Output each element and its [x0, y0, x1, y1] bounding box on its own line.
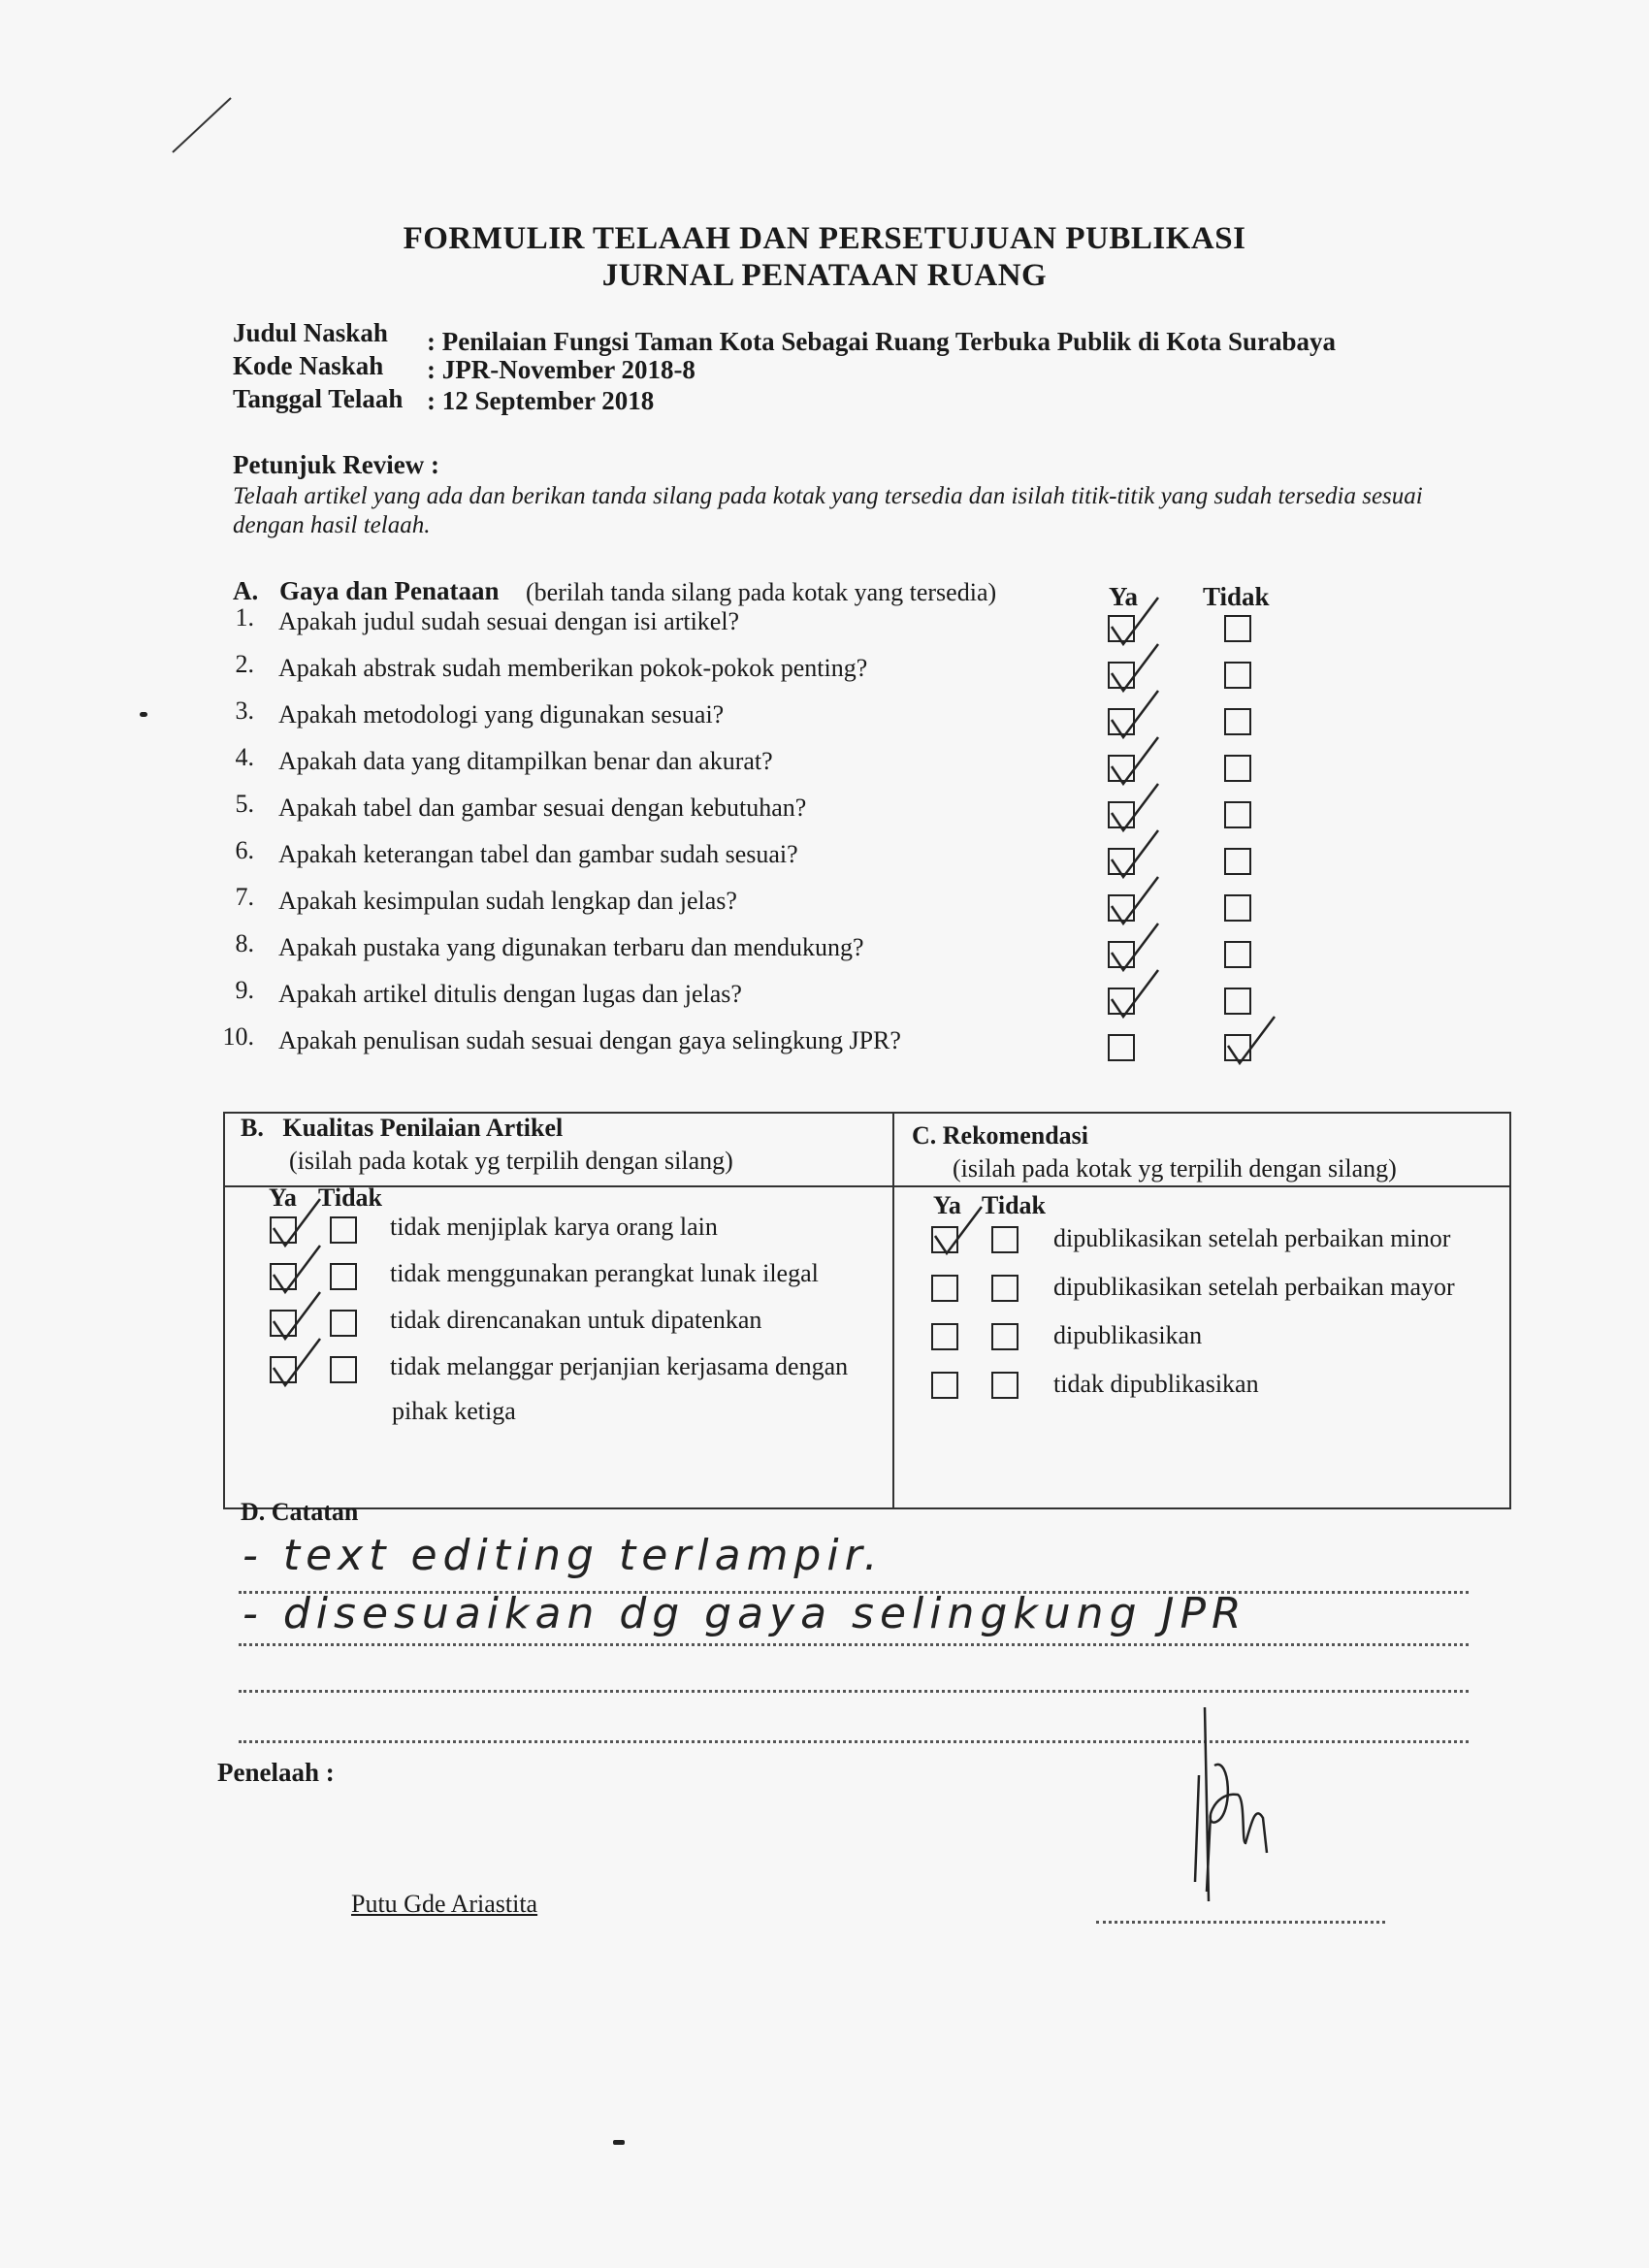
section-b-tidak-label: Tidak: [318, 1183, 383, 1212]
quality-item-text: tidak menggunakan perangkat lunak ilegal: [390, 1259, 819, 1287]
question-text: Apakah penulisan sudah sesuai dengan gaya selingkung JPR?: [278, 1026, 901, 1054]
stray-dot-mark: [140, 712, 147, 717]
reviewer-signature: [1145, 1698, 1310, 1921]
judul-value: : Penilaian Fungsi Taman Kota Sebagai Ruang Terbuka Publik di Kota Surabaya: [427, 327, 1337, 356]
question-number: 9.: [235, 976, 254, 1004]
tidak-checkbox[interactable]: [1224, 988, 1251, 1015]
ya-checkbox[interactable]: [931, 1372, 958, 1399]
stray-dash-mark: [613, 2140, 625, 2145]
tidak-checkbox[interactable]: [330, 1310, 357, 1337]
kode-label: Kode Naskah: [233, 351, 384, 380]
ya-checkbox[interactable]: [1108, 988, 1135, 1015]
handwritten-note-1: - text editing terlampir.: [242, 1531, 884, 1580]
section-a-tidak-label: Tidak: [1203, 582, 1270, 611]
tidak-checkbox[interactable]: [1224, 755, 1251, 782]
question-text: Apakah metodologi yang digunakan sesuai?: [278, 700, 725, 729]
tidak-checkbox[interactable]: [1224, 662, 1251, 689]
question-text: Apakah kesimpulan sudah lengkap dan jelas?: [278, 887, 737, 915]
ya-checkbox[interactable]: [1108, 662, 1135, 689]
tidak-checkbox[interactable]: [1224, 894, 1251, 922]
tidak-checkbox[interactable]: [330, 1263, 357, 1290]
form-title-line1: FORMULIR TELAAH DAN PERSETUJUAN PUBLIKASI: [403, 221, 1246, 256]
note-line-2: [239, 1643, 1469, 1646]
ya-checkbox[interactable]: [1108, 894, 1135, 922]
kode-value: : JPR-November 2018-8: [427, 355, 695, 384]
section-a-ya-label: Ya: [1109, 582, 1139, 611]
question-text: Apakah artikel ditulis dengan lugas dan jelas?: [278, 980, 742, 1008]
question-number: 10.: [222, 1022, 254, 1051]
quality-item-text-cont: pihak ketiga: [392, 1397, 516, 1425]
ya-checkbox[interactable]: [1108, 755, 1135, 782]
section-a-letter: A.: [233, 576, 259, 605]
section-b-heading: B. Kualitas Penilaian Artikel: [241, 1114, 564, 1142]
quality-item-text: tidak direncanakan untuk dipatenkan: [390, 1306, 762, 1334]
ya-checkbox[interactable]: [270, 1356, 297, 1383]
section-c-ya-label: Ya: [933, 1191, 961, 1219]
ya-checkbox[interactable]: [270, 1216, 297, 1244]
table-column-divider: [892, 1112, 894, 1509]
ya-checkbox[interactable]: [1108, 848, 1135, 875]
question-number: 5.: [235, 790, 254, 818]
question-number: 8.: [235, 929, 254, 957]
signature-line: [1096, 1921, 1385, 1924]
ya-checkbox[interactable]: [931, 1275, 958, 1302]
recommendation-item-text: dipublikasikan setelah perbaikan minor: [1053, 1224, 1451, 1252]
petunjuk-line2: dengan hasil telaah.: [233, 512, 431, 538]
tidak-checkbox[interactable]: [991, 1323, 1018, 1350]
ya-checkbox[interactable]: [931, 1323, 958, 1350]
petunjuk-heading: Petunjuk Review :: [233, 450, 439, 479]
pen-stroke-mark: [165, 92, 242, 160]
quality-item-text: tidak melanggar perjanjian kerjasama dengan: [390, 1352, 849, 1380]
tidak-checkbox[interactable]: [1224, 848, 1251, 875]
quality-item-text: tidak menjiplak karya orang lain: [390, 1213, 718, 1241]
tidak-checkbox[interactable]: [1224, 801, 1251, 828]
question-number: 4.: [235, 743, 254, 771]
section-a-heading: Gaya dan Penataan: [279, 576, 500, 605]
recommendation-item-text: dipublikasikan: [1053, 1321, 1203, 1349]
petunjuk-line1: Telaah artikel yang ada dan berikan tanda silang pada kotak yang tersedia dan isilah titik-titik yang sudah tersedia sesuai: [233, 483, 1423, 509]
question-number: 7.: [235, 883, 254, 911]
penelaah-label: Penelaah :: [217, 1758, 335, 1787]
question-text: Apakah tabel dan gambar sesuai dengan kebutuhan?: [278, 794, 807, 822]
tidak-checkbox[interactable]: [330, 1216, 357, 1244]
question-number: 3.: [235, 697, 254, 725]
ya-checkbox[interactable]: [1108, 708, 1135, 735]
handwritten-note-2: - disesuaikan dg gaya selingkung JPR: [242, 1589, 1247, 1638]
ya-checkbox[interactable]: [270, 1263, 297, 1290]
question-text: Apakah abstrak sudah memberikan pokok-pokok penting?: [278, 654, 868, 682]
table-header-divider: [223, 1185, 1511, 1187]
question-number: 6.: [235, 836, 254, 864]
tidak-checkbox[interactable]: [991, 1226, 1018, 1253]
ya-checkbox[interactable]: [1108, 615, 1135, 642]
question-number: 1.: [235, 603, 254, 632]
section-c-heading: C. Rekomendasi: [912, 1121, 1089, 1150]
ya-checkbox[interactable]: [1108, 1034, 1135, 1061]
recommendation-item-text: dipublikasikan setelah perbaikan mayor: [1053, 1273, 1455, 1301]
ya-checkbox[interactable]: [270, 1310, 297, 1337]
tidak-checkbox[interactable]: [330, 1356, 357, 1383]
question-text: Apakah judul sudah sesuai dengan isi artikel?: [278, 607, 740, 635]
question-number: 2.: [235, 650, 254, 678]
tanggal-value: : 12 September 2018: [427, 386, 655, 415]
section-b-ya-label: Ya: [269, 1183, 297, 1212]
section-b-instruction: (isilah pada kotak yg terpilih dengan silang): [289, 1147, 733, 1175]
note-line-3: [239, 1690, 1469, 1693]
tidak-checkbox[interactable]: [991, 1372, 1018, 1399]
tidak-checkbox[interactable]: [991, 1275, 1018, 1302]
reviewer-name: Putu Gde Ariastita: [351, 1890, 538, 1918]
ya-checkbox[interactable]: [1108, 941, 1135, 968]
recommendation-item-text: tidak dipublikasikan: [1053, 1370, 1259, 1398]
section-c-instruction: (isilah pada kotak yg terpilih dengan silang): [953, 1154, 1397, 1183]
section-c-tidak-label: Tidak: [982, 1191, 1047, 1219]
question-text: Apakah keterangan tabel dan gambar sudah sesuai?: [278, 840, 798, 868]
question-text: Apakah pustaka yang digunakan terbaru dan mendukung?: [278, 933, 864, 961]
tidak-checkbox[interactable]: [1224, 615, 1251, 642]
judul-label: Judul Naskah: [233, 318, 388, 347]
question-text: Apakah data yang ditampilkan benar dan akurat?: [278, 747, 773, 775]
tanggal-label: Tanggal Telaah: [233, 384, 404, 413]
tidak-checkbox[interactable]: [1224, 708, 1251, 735]
ya-checkbox[interactable]: [1108, 801, 1135, 828]
section-d-heading: D. Catatan: [241, 1498, 359, 1526]
tidak-checkbox[interactable]: [1224, 941, 1251, 968]
section-a-instruction: (berilah tanda silang pada kotak yang tersedia): [526, 578, 997, 606]
ya-checkbox[interactable]: [931, 1226, 958, 1253]
form-title-line2: JURNAL PENATAAN RUANG: [601, 258, 1048, 293]
tidak-checkbox[interactable]: [1224, 1034, 1251, 1061]
